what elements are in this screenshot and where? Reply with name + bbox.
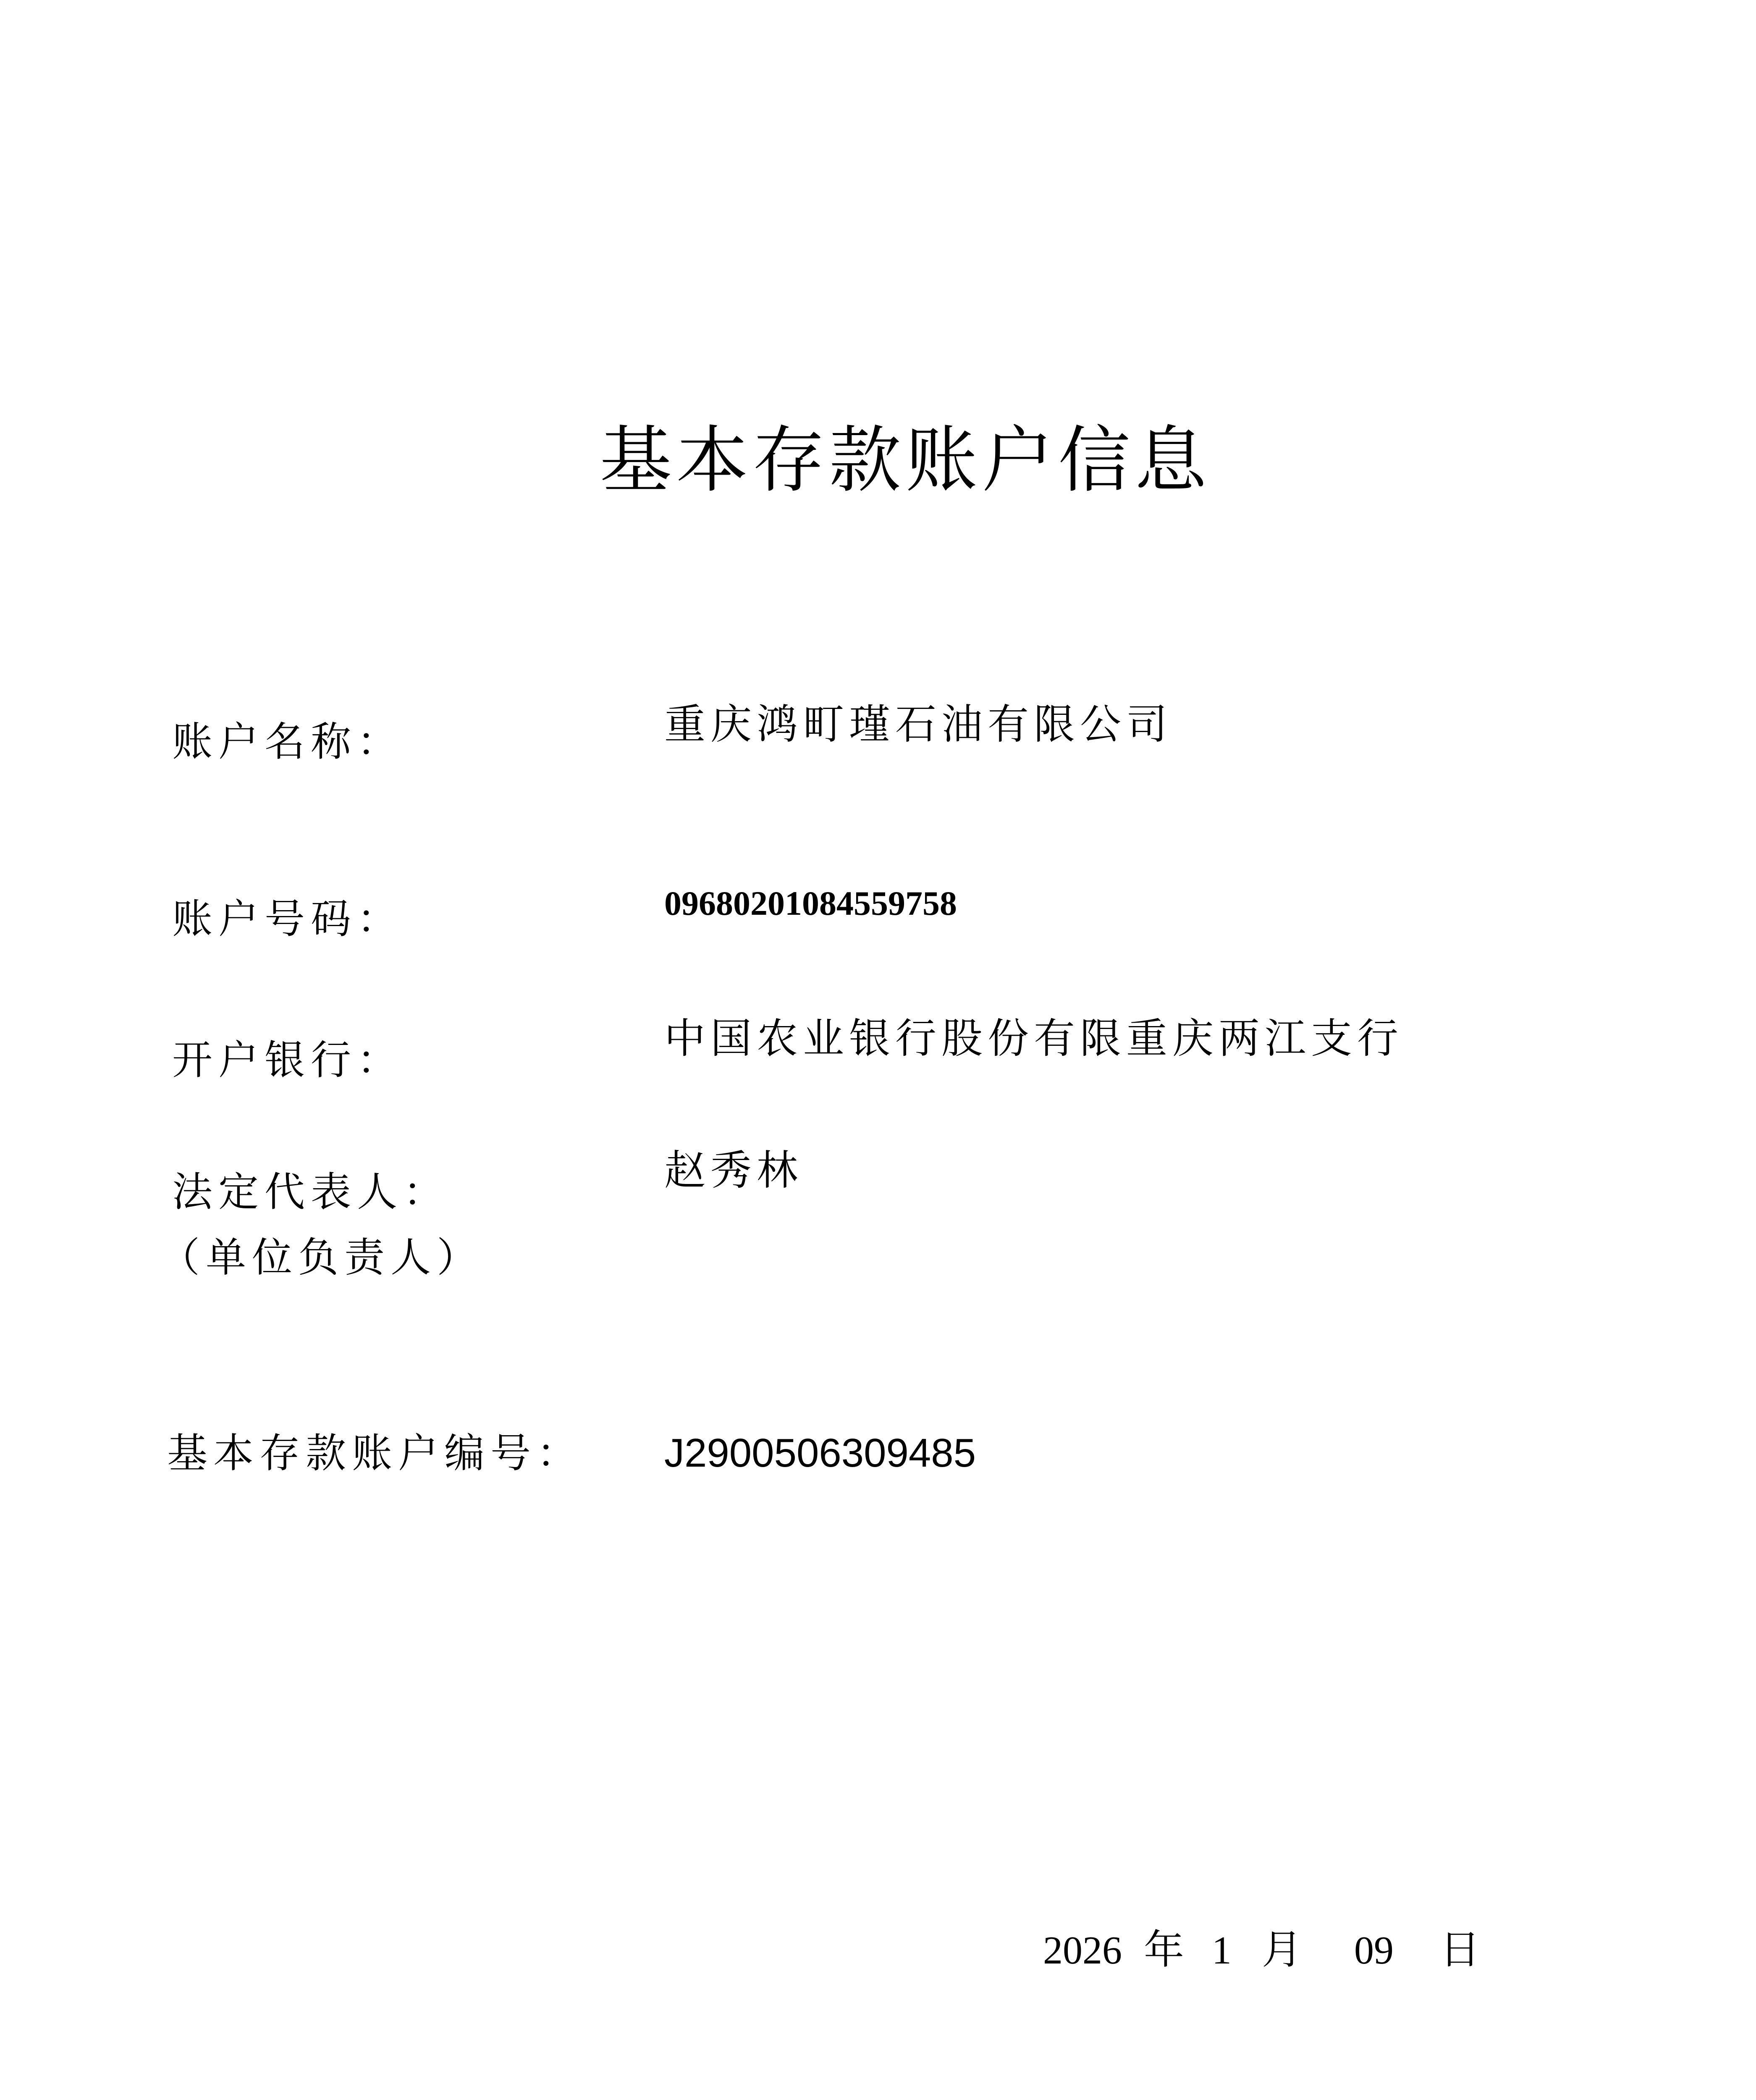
date-month-char: 月	[1262, 1926, 1302, 1973]
account-name-label: 账户名称：	[172, 718, 403, 765]
date-month: 1	[1212, 1929, 1232, 1972]
legal-rep-label: 法定代表人：	[172, 1168, 449, 1215]
account-name-value: 重庆鸿町瑾石油有限公司	[664, 701, 1173, 748]
date-year: 2026	[1043, 1929, 1122, 1972]
account-number-label: 账户号码：	[172, 895, 403, 942]
legal-rep-value: 赵秀林	[664, 1147, 803, 1194]
account-code-label: 基本存款账户编号：	[167, 1430, 583, 1477]
date-year-char: 年	[1144, 1926, 1184, 1973]
bank-label: 开户银行：	[172, 1037, 403, 1084]
document-date	[1043, 1926, 1480, 1973]
account-number-value: 09680201084559758	[664, 884, 957, 922]
date-day: 09	[1354, 1929, 1394, 1972]
date-day-char: 日	[1440, 1926, 1480, 1973]
account-code-value: J2900506309485	[664, 1431, 976, 1475]
bank-value: 中国农业银行股份有限重庆两江支行	[664, 1015, 1404, 1063]
legal-rep-sublabel: （单位负责人）	[160, 1234, 483, 1281]
document-title: 基本存款账户信息	[600, 418, 1211, 502]
